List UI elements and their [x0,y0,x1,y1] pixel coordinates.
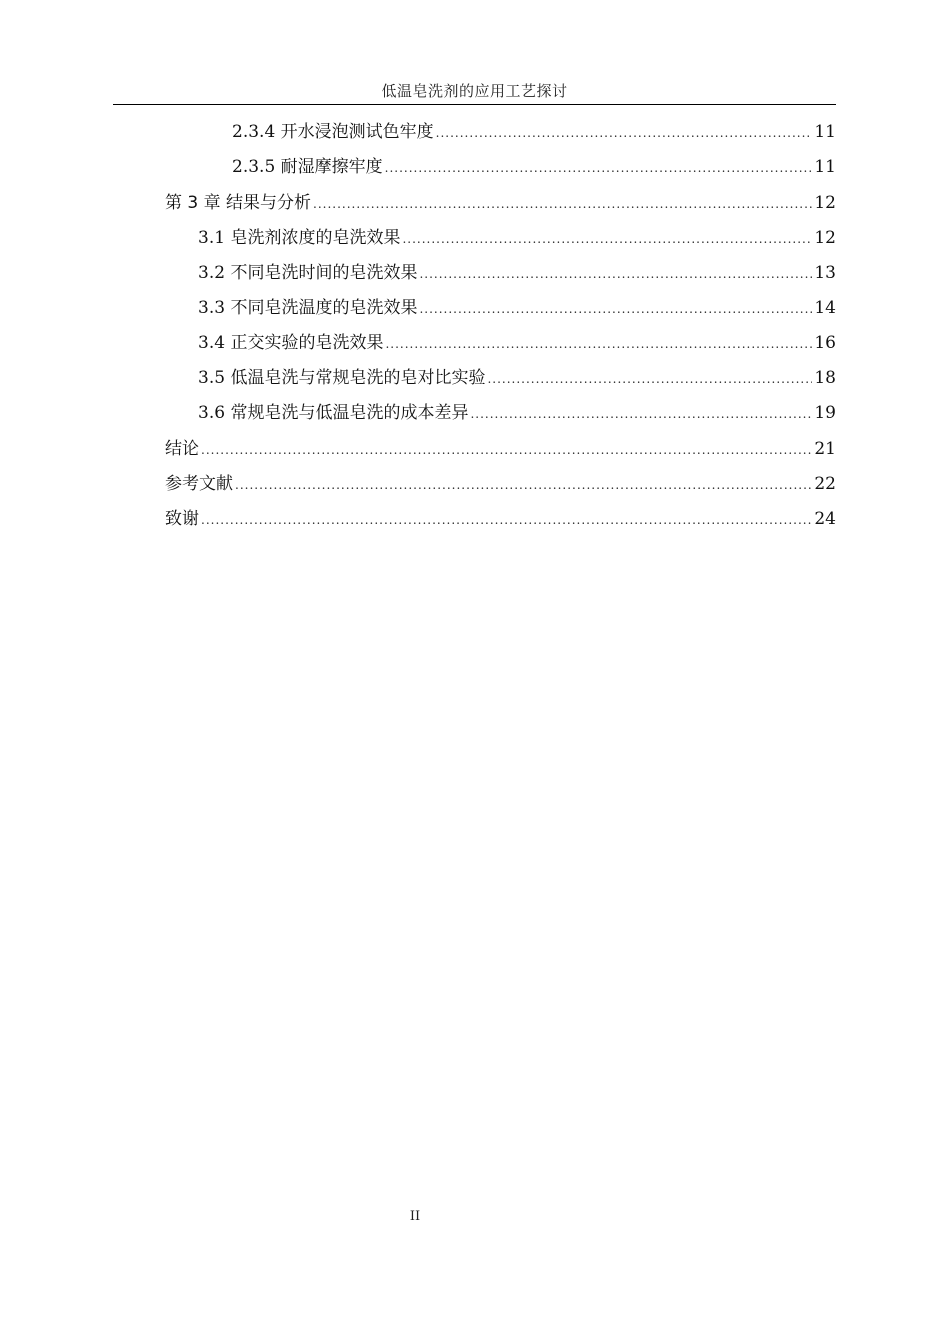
page-number: II [409,1209,421,1224]
toc-dot-leader [419,297,812,321]
toc-entry-page: 14 [814,298,836,318]
toc-dot-leader [436,121,813,145]
toc-entry-label: 3.4 正交实验的皂洗效果 [198,333,384,353]
toc-entry-label: 2.3.4 开水浸泡测试色牢度 [232,122,434,142]
toc-entry-3-4[interactable] [198,331,836,355]
toc-entry-conclusion[interactable] [165,437,836,461]
running-header: 低温皂洗剂的应用工艺探讨 [381,82,568,100]
toc-entry-3-2[interactable] [198,261,836,285]
toc-entry-label: 2.3.5 耐湿摩擦牢度 [232,157,383,177]
toc-dot-leader [487,367,812,391]
toc-entry-3-3[interactable] [198,296,836,320]
toc-dot-leader [385,156,813,180]
toc-entry-label: 第 3 章 结果与分析 [165,193,312,213]
toc-entry-label: 3.6 常规皂洗与低温皂洗的成本差异 [198,403,469,423]
toc-entry-page: 12 [814,193,836,213]
toc-dot-leader [313,192,812,216]
toc-dot-leader [419,262,812,286]
toc-entry-3-5[interactable] [198,366,836,390]
toc-entry-2-3-4[interactable] [232,120,836,144]
toc-entry-label: 3.5 低温皂洗与常规皂洗的皂对比实验 [198,368,486,388]
toc-entry-3-6[interactable] [198,401,836,425]
header-rule [113,104,836,105]
toc-dot-leader [385,332,812,356]
toc-dot-leader [402,227,812,251]
toc-entry-chapter-3[interactable] [165,191,836,215]
toc-entry-page: 24 [814,509,836,529]
toc-entry-label: 3.3 不同皂洗温度的皂洗效果 [198,298,418,318]
toc-entry-label: 3.2 不同皂洗时间的皂洗效果 [198,263,418,283]
toc-entry-page: 19 [814,403,836,423]
toc-entry-page: 18 [814,368,836,388]
toc-entry-page: 16 [814,333,836,353]
toc-entry-page: 11 [814,122,836,142]
toc-entry-label: 结论 [165,439,199,459]
toc-entry-page: 13 [814,263,836,283]
toc-dot-leader [235,473,812,497]
toc-dot-leader [470,402,812,426]
toc-entry-page: 11 [814,157,836,177]
toc-entry-page: 12 [814,228,836,248]
toc-entry-label: 参考文献 [165,474,233,494]
toc-entry-page: 22 [814,474,836,494]
toc-entry-page: 21 [814,439,836,459]
toc-entry-2-3-5[interactable] [232,155,836,179]
toc-entry-label: 3.1 皂洗剂浓度的皂洗效果 [198,228,401,248]
toc-entry-label: 致谢 [165,509,199,529]
toc-dot-leader [201,438,812,462]
toc-entry-3-1[interactable] [198,226,836,250]
toc-entry-references[interactable] [165,472,836,496]
toc-dot-leader [201,508,812,532]
toc-entry-acknowledgements[interactable] [165,507,836,531]
